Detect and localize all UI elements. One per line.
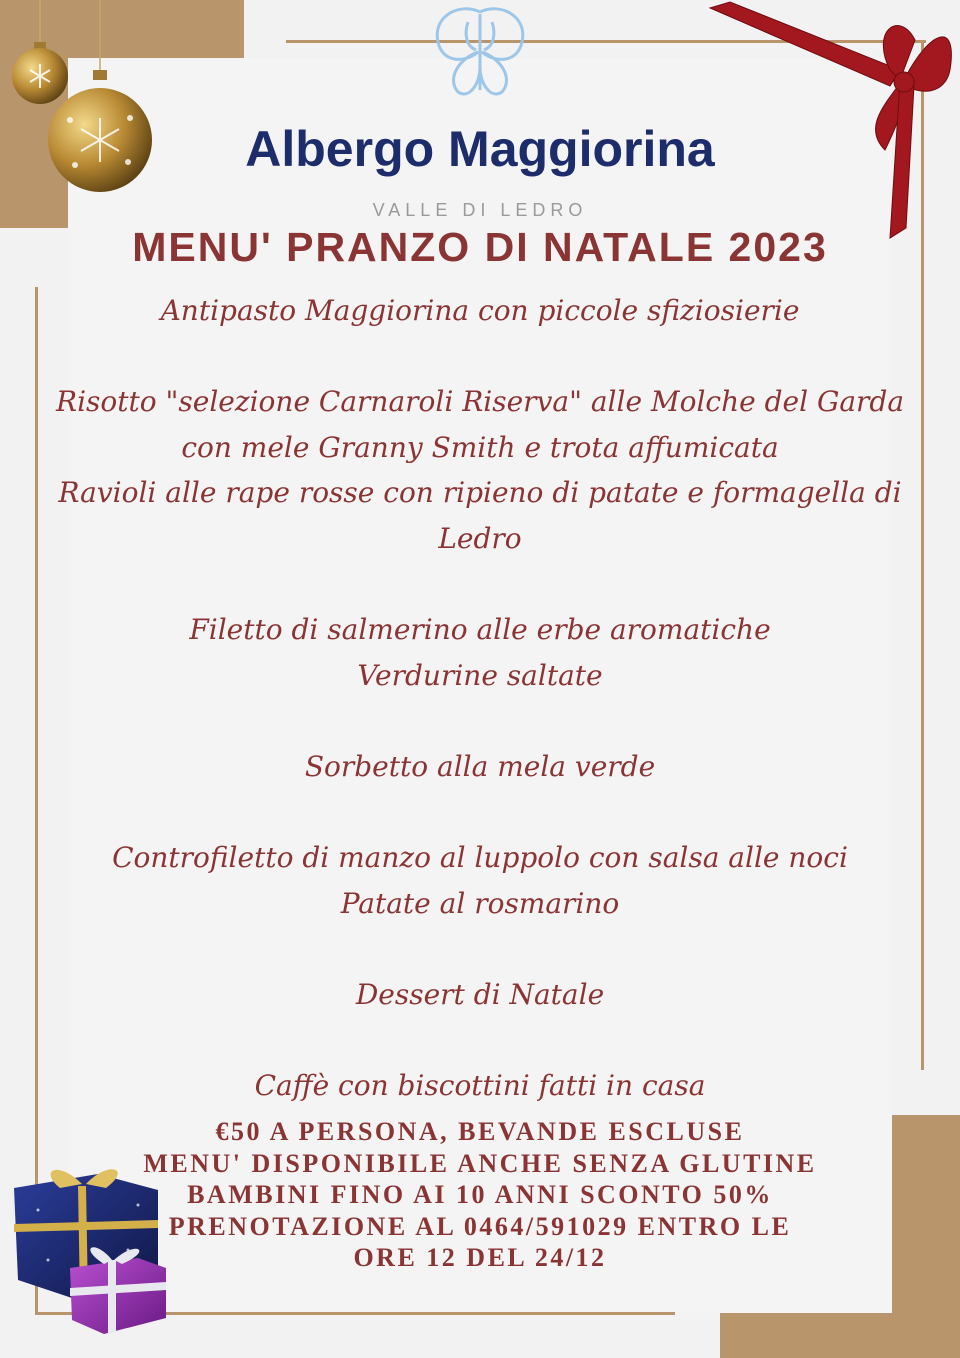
gift-boxes-icon — [8, 1160, 178, 1340]
dish-list — [0, 288, 960, 1109]
children-discount-note: BAMBINI FINO AI 10 ANNI SCONTO 50% — [187, 1180, 773, 1210]
dish-line: Risotto "selezione Carnaroli Riserva" alle Molche del Garda — [55, 385, 905, 419]
dish-line: Antipasto Maggiorina con piccole sfiziosierie — [160, 294, 800, 327]
gold-base-bottom-right — [720, 1313, 960, 1358]
gluten-free-note: MENU' DISPONIBILE ANCHE SENZA GLUTINE — [143, 1148, 817, 1178]
dish-line: Ravioli alle rape rosse con ripieno di patate e formagella di — [58, 476, 902, 510]
dish-line: Ledro — [438, 521, 522, 555]
dish-line: Dessert di Natale — [355, 977, 605, 1011]
christmas-ornaments-icon — [0, 0, 160, 200]
price-note: €50 A PERSONA, BEVANDE ESCLUSE — [215, 1117, 745, 1146]
dish-line: Verdurine saltate — [357, 658, 603, 692]
dish-line: Sorbetto alla mela verde — [304, 749, 656, 783]
brand-name: Albergo Maggiorina — [245, 121, 715, 177]
dish-line: Filetto di salmerino alle erbe aromatiche — [189, 613, 771, 647]
booking-deadline-note: ORE 12 DEL 24/12 — [353, 1243, 607, 1273]
menu-title: MENU' PRANZO DI NATALE 2023 — [132, 224, 828, 270]
dish-line: Patate al rosmarino — [340, 886, 620, 920]
butterfly-logo-icon — [420, 2, 540, 98]
brand-subtitle: VALLE DI LEDRO — [372, 200, 588, 220]
dish-line: con mele Granny Smith e trota affumicata — [181, 430, 779, 464]
dish-line: Controfiletto di manzo al luppolo con salsa alle noci — [112, 841, 848, 875]
dish-line: Caffè con biscottini fatti in casa — [254, 1069, 706, 1103]
booking-note: PRENOTAZIONE AL 0464/591029 ENTRO LE — [168, 1211, 792, 1241]
ribbon-bow-icon — [700, 0, 960, 250]
